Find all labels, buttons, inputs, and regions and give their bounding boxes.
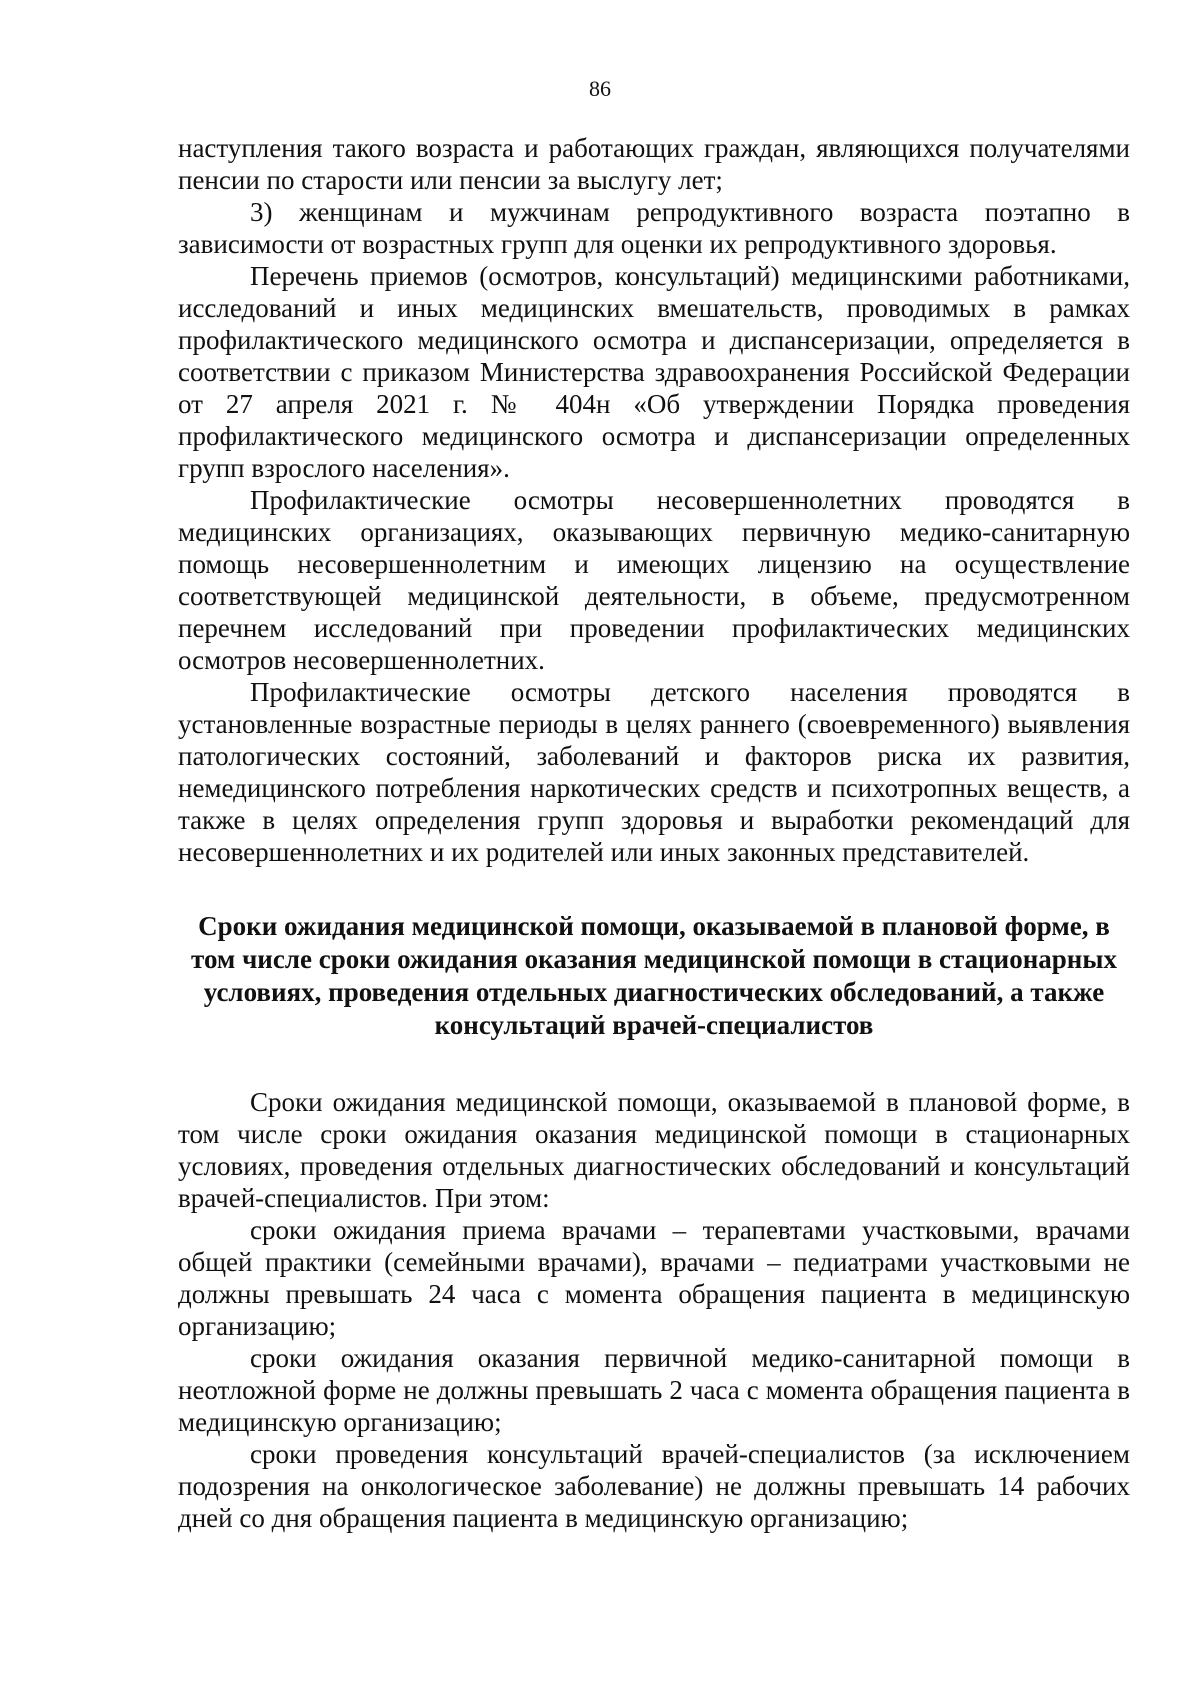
section-heading: Сроки ожидания медицинской помощи, оказываемой в плановой форме, в том числе сроки ожидания оказания медицинской помощи в стационарных условиях, проведения отдельных диагностических обследований, а также консультаций врачей-специалистов (191, 911, 1117, 1040)
paragraph-children-examinations: Профилактические осмотры детского населения проводятся в установленные возрастные периоды в целях раннего (своевременного) выявления патологических состояний, заболеваний и факторов риска их развития, немедицинского потребления наркотических средств и психотропных веществ, а также в целях определения групп здоровья и выработки рекомендаций для несовершеннолетних и их родителей или иных законных представителей. (178, 677, 1130, 867)
paragraph-reproductive-health: 3) женщинам и мужчинам репродуктивного возраста поэтапно в зависимости от возрастных групп для оценки их репродуктивного здоровья. (178, 197, 1130, 259)
paragraph-waiting-times: Сроки ожидания медицинской помощи, оказываемой в плановой форме, в том числе сроки ожидания оказания медицинской помощи в стационарных условиях, проведения отдельных диагностических обследований и консультаций врачей-специалистов. При этом: (178, 1087, 1130, 1213)
document-body (178, 132, 1130, 1534)
paragraph-continuation: наступления такого возраста и работающих граждан, являющихся получателями пенсии по старости или пенсии за выслугу лет; (178, 133, 1130, 195)
page-number: 86 (589, 76, 611, 101)
paragraph-minors-examinations: Профилактические осмотры несовершеннолетних проводятся в медицинских организациях, оказывающих первичную медико-санитарную помощь несовершеннолетним и имеющих лицензию на осуществление соответствующей медицинской деятельности, в объеме, предусмотренном перечнем исследований при проведении профилактических медицинских осмотров несовершеннолетних. (178, 485, 1130, 675)
paragraph-therapist-waiting: сроки ожидания приема врачами – терапевтами участковыми, врачами общей практики (семейными врачами), врачами – педиатрами участковыми не должны превышать 24 часа с момента обращения пациента в медицинскую организацию; (178, 1215, 1130, 1341)
paragraph-examination-list: Перечень приемов (осмотров, консультаций) медицинскими работниками, исследований и иных медицинских вмешательств, проводимых в рамках профилактического медицинского осмотра и диспансеризации, определяется в соответствии с приказом Министерства здравоохранения Российской Федерации от 27 апреля 2021 г. № 404н «Об утверждении Порядка проведения профилактического медицинского осмотра и диспансеризации определенных групп взрослого населения». (178, 261, 1130, 483)
paragraph-specialist-consultations: сроки проведения консультаций врачей-специалистов (за исключением подозрения на онкологическое заболевание) не должны превышать 14 рабочих дней со дня обращения пациента в медицинскую организацию; (178, 1439, 1130, 1533)
paragraph-urgent-care-waiting: сроки ожидания оказания первичной медико-санитарной помощи в неотложной форме не должны превышать 2 часа с момента обращения пациента в медицинскую организацию; (178, 1343, 1130, 1437)
